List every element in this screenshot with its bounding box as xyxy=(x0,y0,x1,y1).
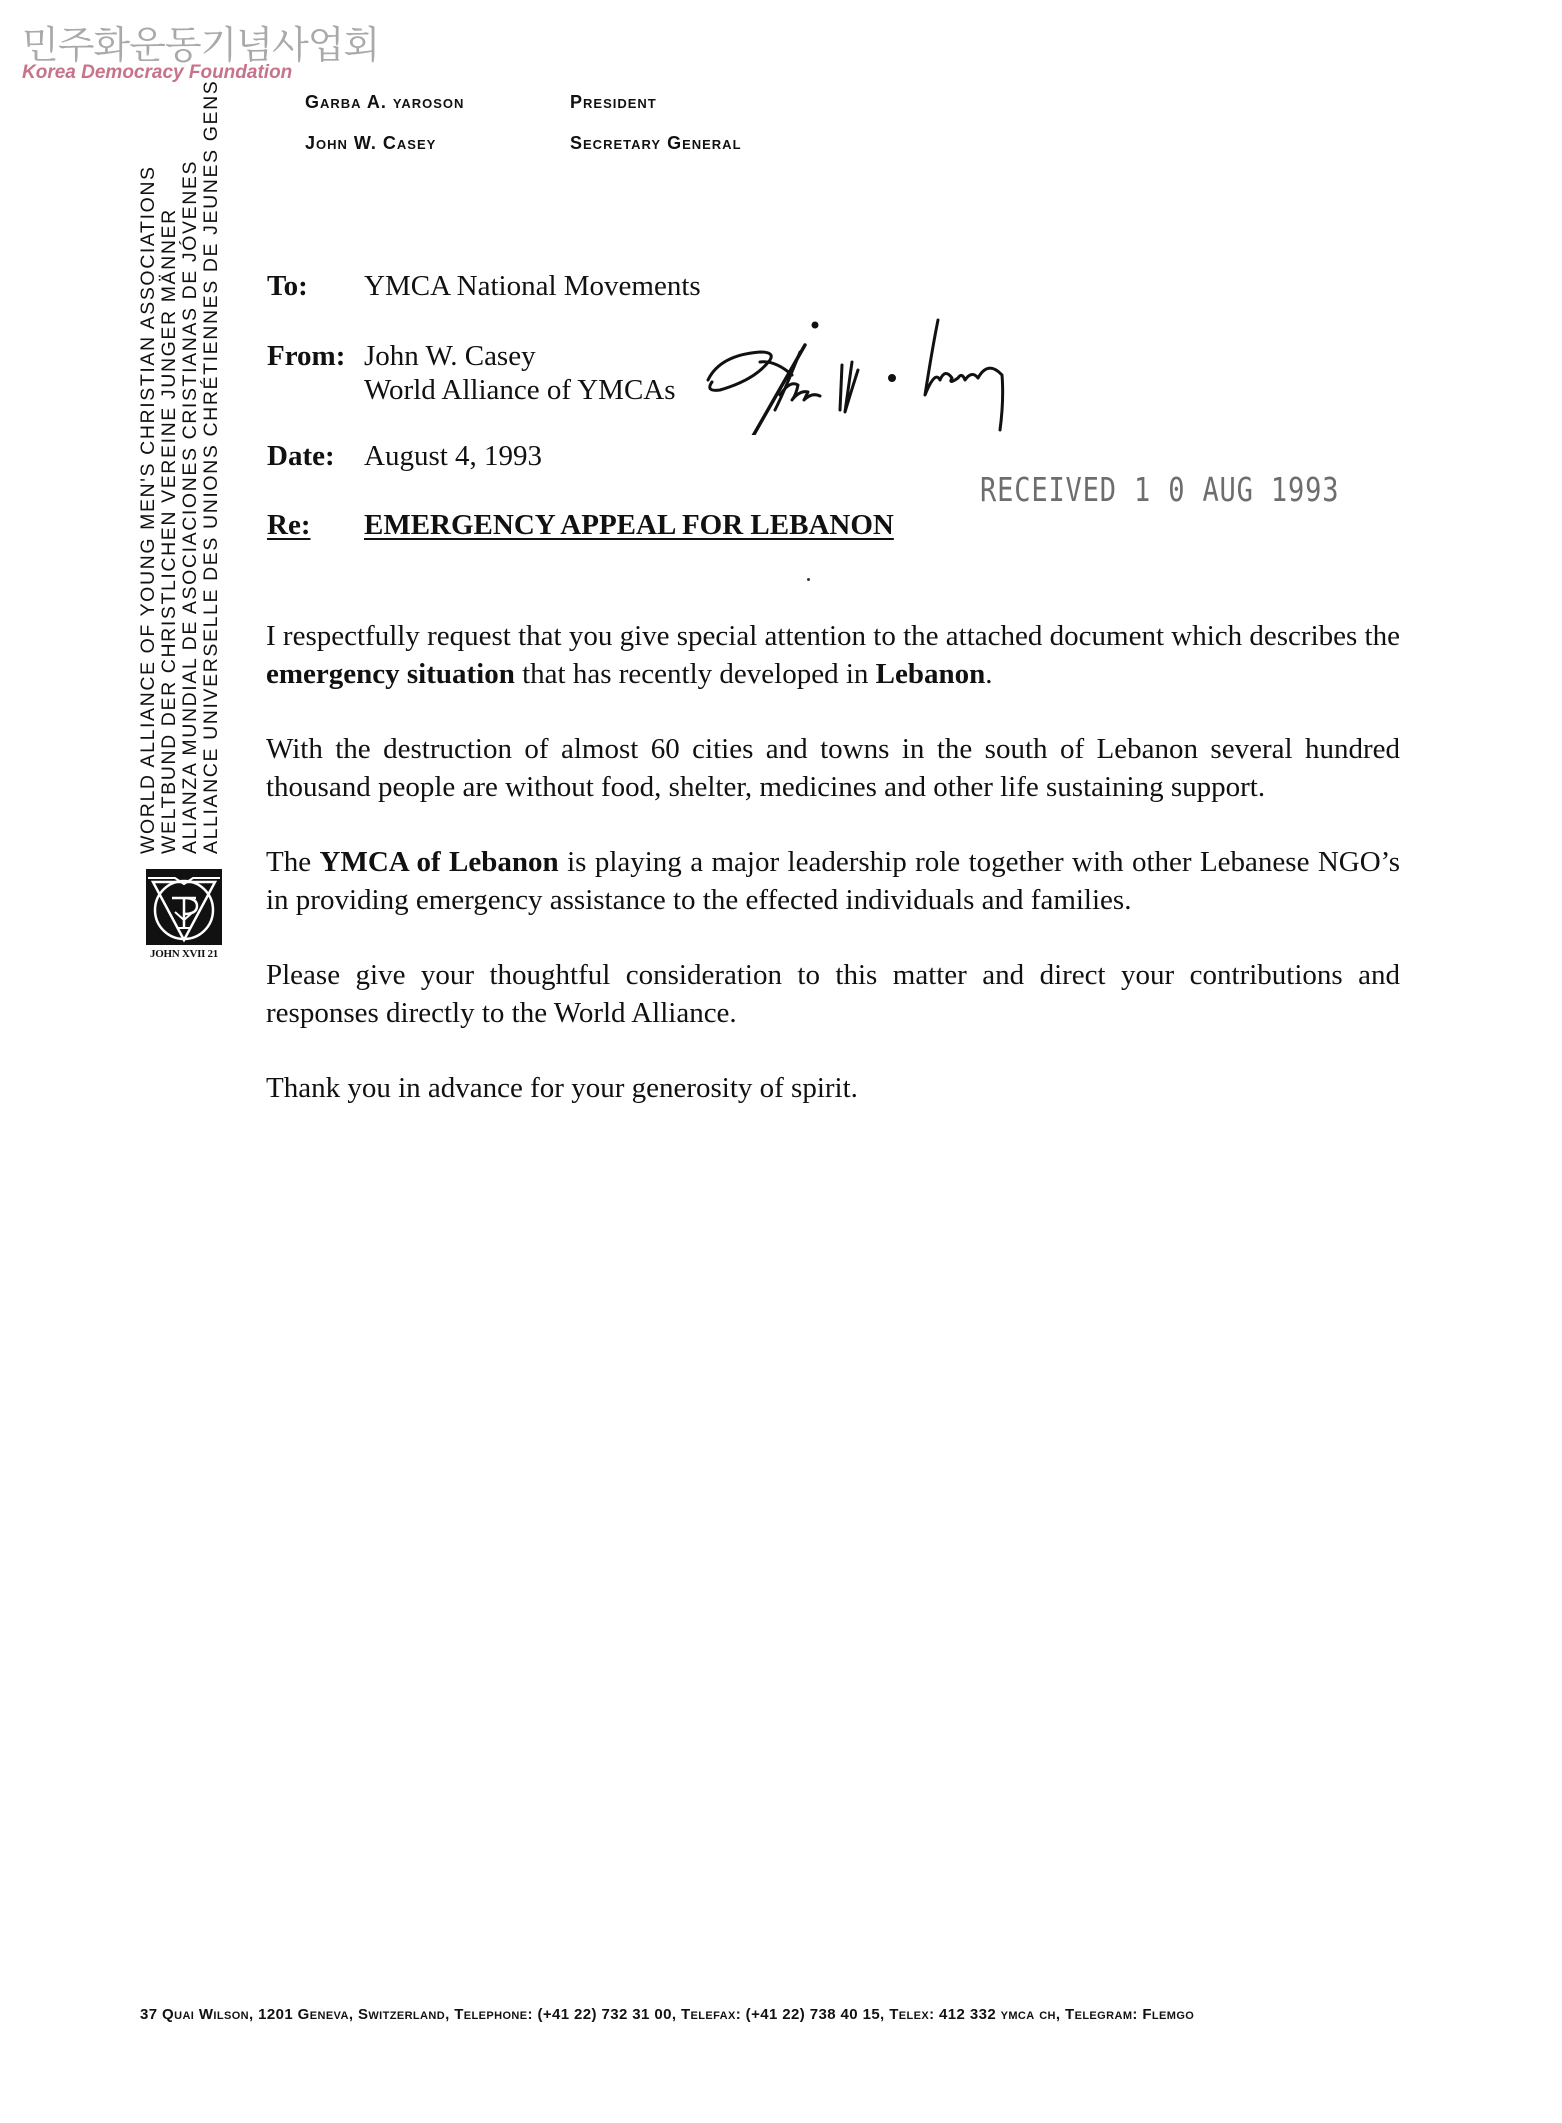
paragraph-3: The YMCA of Lebanon is playing a major leadership role together with other Lebanese NGO’s in providing emergency assistance to the effected individuals and families. xyxy=(266,846,1401,916)
from-organization: World Alliance of YMCAs xyxy=(364,374,676,406)
side-organization-names xyxy=(137,79,230,854)
side-text-german: WELTBUND DER CHRISTLICHEN VEREINE JUNGER MÄNNER xyxy=(158,208,180,854)
paragraph-2: With the destruction of almost 60 cities and towns in the south of Lebanon several hundred thousand people are without food, shelter, medicines and other life sustaining support. xyxy=(266,733,1400,803)
speck xyxy=(807,578,810,581)
from-label: From: xyxy=(267,340,346,372)
officer-name-1: Garba A. yaroson xyxy=(305,92,465,112)
side-text-english: WORLD ALLIANCE OF YOUNG MEN'S CHRISTIAN ASSOCIATIONS xyxy=(137,165,159,854)
watermark-english: Korea Democracy Foundation xyxy=(22,62,293,83)
paragraph-1: I respectfully request that you give special attention to the attached document which describes the emergency situation that has recently developed in Lebanon. xyxy=(266,620,1400,690)
emblem-icon xyxy=(145,868,223,946)
watermark-korean: 민주화운동기념사업회 xyxy=(22,23,380,67)
emphasis-lebanon: Lebanon xyxy=(875,657,986,690)
from-name: John W. Casey xyxy=(364,340,536,372)
emphasis-ymca-lebanon: YMCA of Lebanon xyxy=(319,846,559,878)
to-label: To: xyxy=(267,270,308,302)
date-label: Date: xyxy=(267,440,335,472)
footer-address: 37 Quai Wilson, 1201 Geneva, Switzerland, Telephone: (+41 22) 732 31 00, Telefax: (+41 22) 738 40 15, Telex: 412 332 ymca ch, Telegram: Flemgo xyxy=(140,2006,1195,2023)
ymca-emblem xyxy=(145,868,223,960)
officer-name-2: John W. Casey xyxy=(305,133,437,153)
emblem-caption: JOHN XVII 21 xyxy=(150,948,218,960)
paragraph-5: Thank you in advance for your generosity of spirit. xyxy=(266,1072,858,1104)
signature xyxy=(700,300,1010,435)
received-stamp: RECEIVED 1 0 AUG 1993 xyxy=(980,470,1340,509)
officer-title-2: Secretary General xyxy=(570,133,742,153)
to-value: YMCA National Movements xyxy=(364,270,701,302)
paragraph-4: Please give your thoughtful consideration to this matter and direct your contributions and responses directly to the World Alliance. xyxy=(266,959,1400,1029)
letter-body xyxy=(266,618,1400,1146)
emphasis-emergency: emergency situation xyxy=(266,657,515,690)
re-value: EMERGENCY APPEAL FOR LEBANON xyxy=(364,509,894,541)
re-label: Re: xyxy=(267,509,311,541)
side-text-french: ALLIANCE UNIVERSELLE DES UNIONS CHRÉTIENNES DE JEUNES GENS xyxy=(200,79,222,854)
officer-title-1: President xyxy=(570,92,657,112)
side-text-spanish: ALIANZA MUNDIAL DE ASOCIACIONES CRISTIANAS DE JÓVENES xyxy=(179,159,201,854)
date-value: August 4, 1993 xyxy=(364,440,543,472)
